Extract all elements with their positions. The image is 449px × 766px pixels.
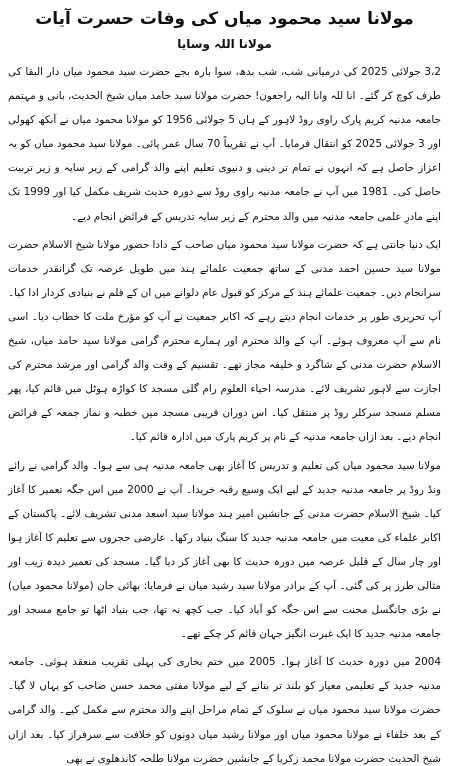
article-author: مولانا اللہ وسایا [177,37,272,51]
article-paragraph: 3،2 جولائی 2025 کی درمیانی شب، شب بدھ، سوا بارہ بجے حضرت سید محمود میاں دار البقا کی طرف کوچ کر گئے۔ انا للہ وانا الیہ راجعون! حضرت مولانا سید حامد میاں شیخ الحدیث، بانی و مہتمم جامعہ مدنیہ کریم پارک راوی روڈ لاہور کے ہاں 5 جولائی 1956 کو مولانا محمود میاں نے آنکھ کھولی اور 3 جولائی 2025 کو انتقال فرمایا۔ آپ نے تقریباً 70 سال عمر پائی۔ مولانا سید محمود میاں کو یہ اعزاز حاصل ہے کہ انہوں نے تمام تر دینی و دنیوی تعلیم اپنے والد گرامی کے زیر سایہ و زیر تربیت حاصل کی۔ 1981 میں آپ نے جامعہ مدنیہ راوی روڈ سے دورہ حدیث شریف مکمل کیا اور 1999 تک اپنے مادرِ علمی جامعہ مدنیہ میں والد محترم کے زیر سایہ تدریس کے فرائض انجام دیے۔ [8,66,441,223]
article-title: مولانا سید محمود میاں کی وفات حسرت آیات [35,9,414,29]
article-paragraph: 2004 میں دورہ حدیث کا آغاز ہوا۔ 2005 میں ختم بخاری کی پہلی تقریب منعقد ہوئی۔ جامعہ مدنیہ جدید کے تعلیمی معیار کو بلند تر بنانے کے لیے مولانا مفتی محمد حسن صاحب کو یہاں لا گیا۔ حضرت مولانا سید محمود میاں نے سلوک کے تمام مراحل اپنے والد محترم سے مکمل کیے۔ والد گرامی کے بعد خلفاء نے مولانا محمود میاں اور مولانا رشید میاں دونوں کو خلافت سے سرفراز کیا۔ بعد ازاں شیخ الحدیث حضرت مولانا محمد زکریا کے جانشین حضرت مولانا طلحہ کاندھلوی نے بھی [8,656,441,765]
article-paragraph: مولانا سید محمود میاں کی تعلیم و تدریس کا آغاز بھی جامعہ مدنیہ ہی سے ہوا۔ والد گرامی نے رائے ونڈ روڈ پر جامعہ مدنیہ جدید کے لیے ایک وسیع رقبہ خریدا۔ آپ نے 2000 میں اس جگہ تعمیر کا آغاز کیا۔ شیخ الاسلام حضرت مدنی کے جانشین امیر ہند مولانا سید اسعد مدنی تشریف لائے۔ پاکستان کے اکابر علماء کی معیت میں جامعہ مدنیہ جدید کا سنگ بنیاد رکھا۔ عارضی حجروں سے تعلیم کا آغاز ہوا اور چار سال کے قلیل عرصہ میں دورہ حدیث کا بھی آغاز کر دیا گیا۔ مسجد کی تعمیر دیدہ زیب اور مثالی طرز پر کی گئی۔ آپ کے برادر مولانا سید رشید میاں نے فرمایا: بھائی جان (مولانا محمود میاں) نے بڑی جانگسل محنت سے اس جگہ کو آباد کیا۔ جب کچھ نہ تھا، جب بنیاد اٹھا تو جامع مسجد اور جامعہ مدنیہ جدید کا ایک غیرت انگیز جہان قائم کر چکے تھے۔ [8,459,441,641]
article-paragraph: ایک دنیا جانتی ہے کہ حضرت مولانا سید محمود میاں صاحب کے دادا حضور مولانا شیخ الاسلام حضرت مولانا سید حسین احمد مدنی کے ساتھ جمعیت علمائے ہند میں طویل عرصہ تک گرانقدر خدمات سرانجام دیں۔ جمعیت علمائے ہند کے مرکز کو قبول عام دلوانے میں ان کے قلم نے بنیادی کردار ادا کیا۔ آپ تحریری طور پر خدمات انجام دیتے رہے کہ اکابر جمعیت نے آپ کو مؤرخ ملت کا خطاب دیا۔ اسی نام سے آپ معروف ہوئے۔ آپ کے والد محترم اور ہمارے محترم گرامی مولانا سید حامد میاں، شیخ الاسلام حضرت مدنی کے شاگرد و خلیفہ مجاز تھے۔ تقسیم کے وقت والد گرامی اور مرشد محترم کی اجازت سے لاہور تشریف لائے۔ مدرسہ احیاء العلوم رام گلی مسجد کا کواڑہ ہوٹل میں قائم کیا، پھر مسلم مسجد سرکلر روڈ پر منتقل کیا۔ اس دوران قریبی مسجد میں خطبہ و نماز جمعہ کے فرائض انجام دیے۔ بعد ازاں جامعہ مدنیہ کے نام پر کریم پارک میں ادارہ قائم کیا۔ [8,238,441,444]
